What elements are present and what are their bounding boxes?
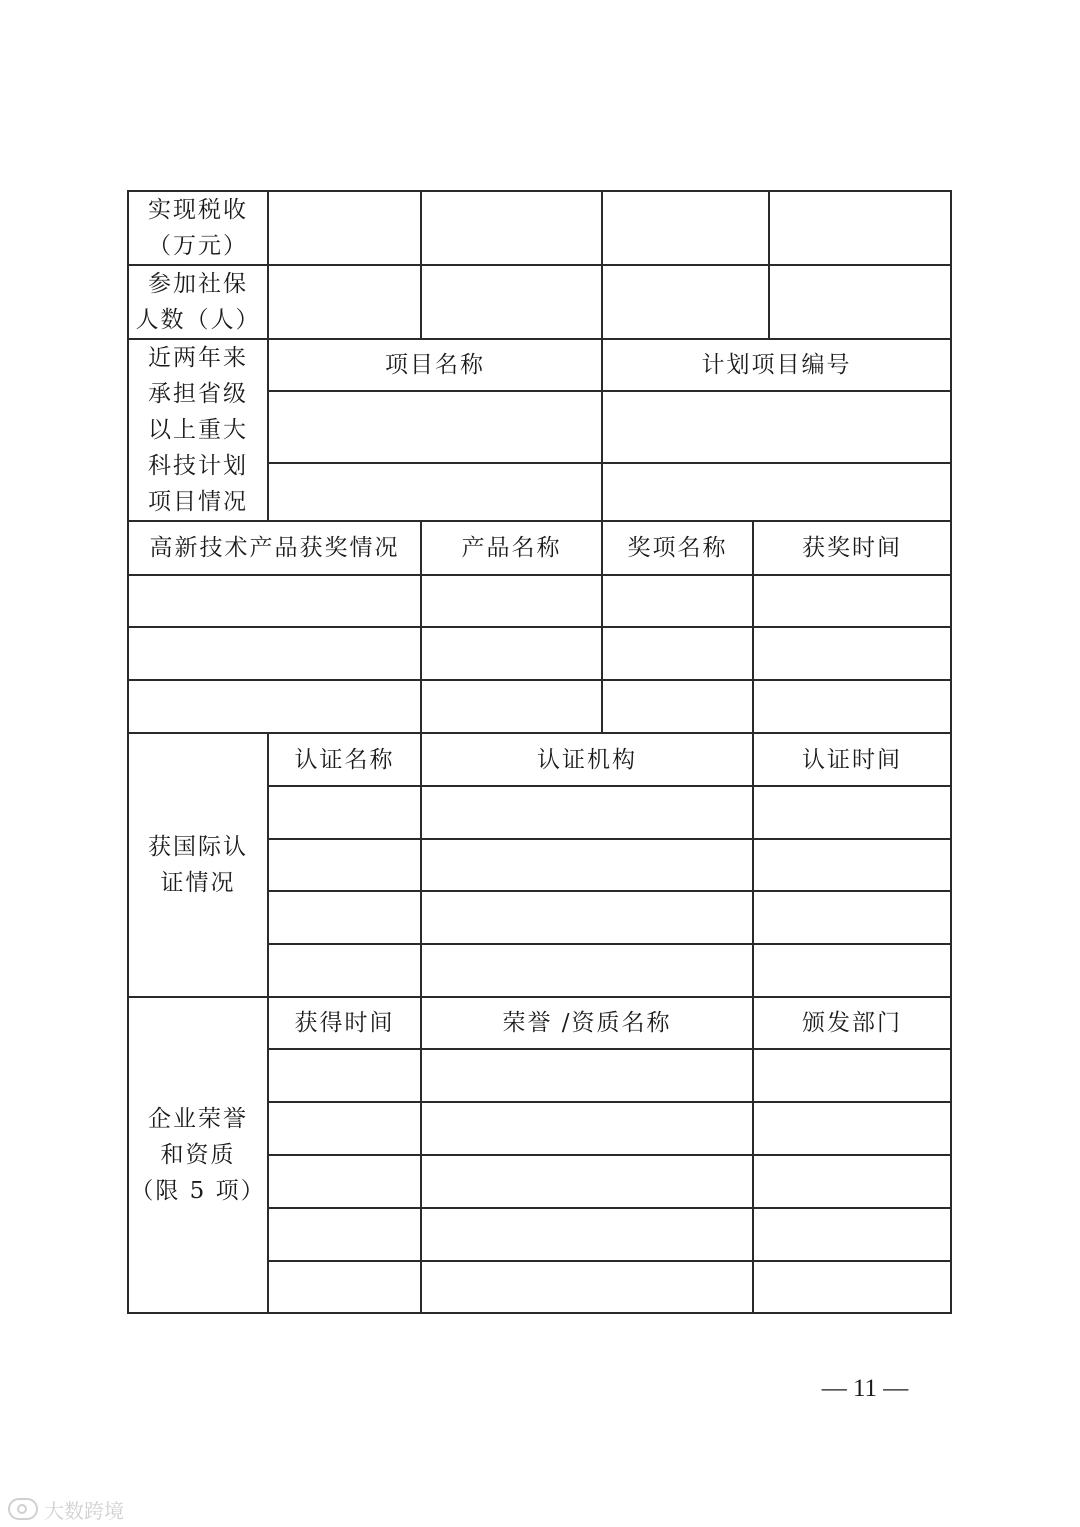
row-divider <box>268 785 952 787</box>
certifications-col-name: 认证名称 <box>294 746 395 773</box>
watermark-text: 大数跨境 <box>44 1498 124 1523</box>
row-divider <box>268 1101 952 1103</box>
awards-col-product: 产品名称 <box>461 535 562 561</box>
awards-col-award: 奖项名称 <box>627 535 728 561</box>
table-border-right <box>950 190 952 1314</box>
honors-col-dept: 颁发部门 <box>802 1010 902 1036</box>
awards-label: 高新技术产品获奖情况 <box>149 535 400 561</box>
row-divider <box>128 626 952 628</box>
certifications-col-time: 认证时间 <box>802 746 902 773</box>
projects-col-number: 计划项目编号 <box>701 352 852 378</box>
row-divider <box>268 1154 952 1156</box>
row-divider <box>128 679 952 681</box>
column-divider <box>420 190 422 340</box>
honors-col-time: 获得时间 <box>294 1010 395 1036</box>
honors-label: 企业荣誉 和资质 （限 5 项） <box>130 1106 266 1204</box>
projects-col-name: 项目名称 <box>385 352 485 378</box>
column-divider <box>601 190 603 734</box>
column-divider <box>752 520 754 1314</box>
row-divider <box>268 890 952 892</box>
row-divider <box>268 1260 952 1262</box>
table-border-bottom <box>128 1312 952 1314</box>
row-divider <box>128 574 952 576</box>
row-divider <box>268 838 952 840</box>
row-divider <box>268 1207 952 1209</box>
row-divider <box>268 1048 952 1050</box>
tax-label: 实现税收 （万元） <box>148 197 248 259</box>
row-divider <box>268 943 952 945</box>
column-divider <box>420 520 422 1314</box>
projects-label: 近两年来 承担省级 以上重大 科技计划 项目情况 <box>148 345 248 515</box>
page-number: — 11 — <box>821 1375 909 1402</box>
social-security-label: 参加社保 人数（人） <box>135 271 261 333</box>
awards-col-time: 获奖时间 <box>802 535 902 561</box>
row-divider <box>268 462 952 464</box>
column-divider <box>768 190 770 340</box>
certifications-col-org: 认证机构 <box>537 746 637 773</box>
certifications-label: 获国际认 证情况 <box>148 834 248 896</box>
row-divider <box>268 390 952 392</box>
watermark <box>8 1495 124 1523</box>
watermark-logo-icon <box>8 1498 38 1520</box>
honors-col-name: 荣誉 /资质名称 <box>502 1010 672 1036</box>
